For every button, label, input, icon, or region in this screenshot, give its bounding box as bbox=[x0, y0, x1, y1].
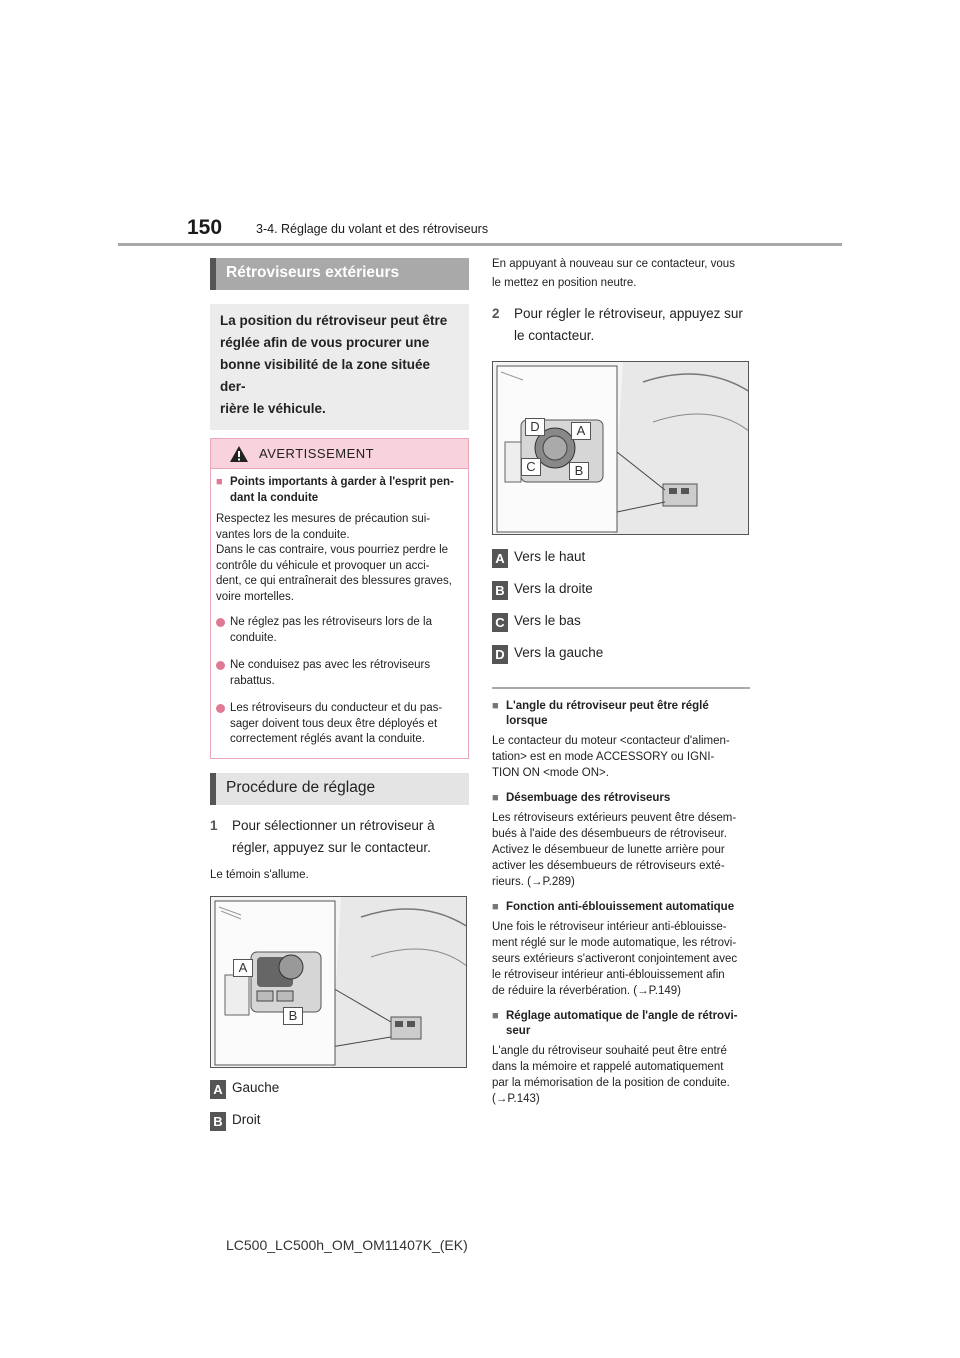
legend-text: Gauche bbox=[232, 1079, 280, 1095]
figure-mirror-select-switch bbox=[210, 896, 467, 1068]
legend-row bbox=[492, 545, 750, 577]
note-title-line: seur bbox=[506, 1025, 531, 1037]
bullet-line: correctement réglés avant la conduite. bbox=[230, 733, 425, 745]
note-block bbox=[492, 699, 750, 781]
page-number: 150 bbox=[187, 216, 223, 239]
figure-label-b: B bbox=[569, 462, 589, 480]
note-title-line: ■ Désembuage des rétroviseurs bbox=[506, 792, 671, 804]
note-block bbox=[492, 791, 750, 890]
adjust-switch-illustration bbox=[493, 362, 749, 535]
note-title bbox=[492, 1009, 750, 1039]
section-heading-procedure: Procédure de réglage bbox=[210, 773, 469, 805]
bullet-line: Ne réglez pas les rétroviseurs lors de la bbox=[230, 616, 432, 628]
note-title bbox=[492, 900, 750, 915]
note-line: (→P.143) bbox=[492, 1093, 540, 1105]
left-column bbox=[210, 258, 469, 1140]
step-line: Pour régler le rétroviseur, appuyez sur bbox=[514, 306, 743, 321]
bullet-dot-icon bbox=[216, 618, 225, 627]
legend-tag: C bbox=[492, 613, 508, 632]
legend-tag: B bbox=[210, 1112, 226, 1131]
figure-label-c: C bbox=[521, 458, 541, 476]
warning-text-line: voire mortelles. bbox=[216, 590, 294, 603]
figure-mirror-adjust-switch bbox=[492, 361, 749, 535]
step-2 bbox=[492, 303, 750, 347]
neutral-position-text bbox=[492, 255, 750, 293]
note-title-line: ■ L'angle du rétroviseur peut être réglé bbox=[506, 700, 709, 712]
note-line: L'angle du rétroviseur souhaité peut être entré bbox=[492, 1045, 727, 1057]
note-line: ment réglé sur le mode automatique, les rétrovi- bbox=[492, 937, 737, 949]
note-block bbox=[492, 1009, 750, 1107]
note-body bbox=[492, 919, 750, 999]
legend-row bbox=[492, 609, 750, 641]
note-line: TION ON <mode ON>. bbox=[492, 767, 609, 779]
notes-divider bbox=[492, 687, 750, 689]
note-line: par la mémorisation de la position de conduite. bbox=[492, 1077, 730, 1089]
note-block bbox=[492, 900, 750, 999]
step-number: 2 bbox=[492, 306, 500, 321]
legend-tag: D bbox=[492, 645, 508, 664]
bullet-line: sager doivent tous deux être déployés et bbox=[230, 717, 438, 730]
figure-label-d: D bbox=[525, 418, 545, 436]
note-line: activer les désembueurs de rétroviseurs exté- bbox=[492, 860, 725, 872]
note-body bbox=[492, 810, 750, 890]
legend-text: Vers le haut bbox=[514, 549, 586, 564]
note-line: seurs extérieurs s'activeront conjointement avec bbox=[492, 953, 738, 965]
warning-label: AVERTISSEMENT bbox=[259, 446, 375, 461]
bullet-dot-icon bbox=[216, 704, 225, 713]
legend-text: Vers le bas bbox=[514, 613, 581, 628]
step-number: 1 bbox=[210, 817, 218, 833]
figure-label-a: A bbox=[571, 422, 591, 440]
legend-tag: A bbox=[492, 549, 508, 568]
legend-row bbox=[210, 1076, 469, 1108]
legend-left bbox=[210, 1076, 469, 1140]
legend-right bbox=[492, 545, 750, 673]
note-title-line: ■ Fonction anti-éblouissement automatique bbox=[506, 901, 735, 913]
note-line: bués à l'aide des désembueurs de rétroviseur. bbox=[492, 828, 727, 840]
bullet-line: conduite. bbox=[230, 631, 277, 644]
intro-line: La position du rétroviseur peut être bbox=[220, 313, 448, 328]
bullet-dot-icon bbox=[216, 661, 225, 670]
legend-text: Vers la droite bbox=[514, 581, 593, 596]
note-line: rieurs. (→P.289) bbox=[492, 876, 575, 888]
warning-text-line: Dans le cas contraire, vous pourriez perdre le bbox=[216, 544, 449, 556]
warning-title-line: ■ Points importants à garder à l'esprit pen- bbox=[230, 476, 454, 488]
intro-line: réglée afin de vous procurer une bbox=[220, 335, 430, 350]
bullet-line: Ne conduisez pas avec les rétroviseurs bbox=[230, 659, 431, 671]
legend-tag: B bbox=[492, 581, 508, 600]
document-code: LC500_LC500h_OM_OM11407K_(EK) bbox=[226, 1237, 468, 1253]
chapter-title: 3-4. Réglage du volant et des rétroviseurs bbox=[256, 222, 489, 236]
warning-text-line: dent, ce qui entraînerait des blessures graves, bbox=[216, 575, 452, 587]
note-title-line: ■ Réglage automatique de l'angle de rétrovi- bbox=[506, 1010, 738, 1022]
intro-line: bonne visibilité de la zone située der- bbox=[220, 357, 431, 394]
step-line: Pour sélectionner un rétroviseur à bbox=[232, 817, 435, 833]
legend-row bbox=[492, 641, 750, 673]
intro-line: rière le véhicule. bbox=[220, 401, 326, 416]
legend-text: Droit bbox=[232, 1111, 261, 1127]
right-column bbox=[492, 252, 750, 1117]
warning-triangle-icon bbox=[229, 445, 249, 463]
warning-body bbox=[211, 469, 468, 758]
note-line: tation> est en mode ACCESSORY ou IGNI- bbox=[492, 751, 715, 763]
text-line: le mettez en position neutre. bbox=[492, 277, 637, 289]
legend-row bbox=[210, 1108, 469, 1140]
warning-bullet bbox=[216, 615, 463, 646]
bullet-line: Les rétroviseurs du conducteur et du pas- bbox=[230, 702, 443, 714]
note-line: le rétroviseur intérieur anti-éblouissement afin bbox=[492, 969, 725, 981]
warning-title-line: dant la conduite bbox=[230, 491, 319, 504]
warning-text-line: Respectez les mesures de précaution sui- bbox=[216, 513, 431, 525]
warning-header bbox=[211, 439, 468, 469]
note-line: de réduire la réverbération. (→P.149) bbox=[492, 985, 682, 997]
step-line: régler, appuyez sur le contacteur. bbox=[232, 839, 431, 855]
note-body bbox=[492, 733, 750, 781]
note-line: Les rétroviseurs extérieurs peuvent être désem- bbox=[492, 812, 737, 824]
warning-bullet bbox=[216, 658, 463, 689]
header-divider bbox=[118, 243, 842, 246]
bullet-line: rabattus. bbox=[230, 674, 275, 687]
step-1-note: Le témoin s'allume. bbox=[210, 868, 309, 881]
intro-box bbox=[210, 304, 469, 430]
legend-row bbox=[492, 577, 750, 609]
note-line: dans la mémoire et rappelé automatiquement bbox=[492, 1061, 724, 1073]
text-line: En appuyant à nouveau sur ce contacteur, vous bbox=[492, 258, 735, 270]
note-title-line: lorsque bbox=[506, 715, 548, 727]
warning-text bbox=[216, 512, 463, 605]
legend-text: Vers la gauche bbox=[514, 645, 604, 660]
door-switch-illustration bbox=[211, 897, 467, 1068]
warning-text-line: vantes lors de la conduite. bbox=[216, 528, 350, 541]
note-title bbox=[492, 699, 750, 729]
step-line: le contacteur. bbox=[514, 328, 595, 343]
note-body bbox=[492, 1043, 750, 1107]
note-line: Le contacteur du moteur <contacteur d'alimen- bbox=[492, 735, 730, 747]
warning-title bbox=[216, 475, 463, 506]
figure-label-b: B bbox=[283, 1007, 303, 1025]
step-1 bbox=[210, 815, 469, 859]
section-heading-exterior-mirrors: Rétroviseurs extérieurs bbox=[210, 258, 469, 290]
warning-text-line: contrôle du véhicule et provoquer un acci- bbox=[216, 559, 430, 572]
figure-label-a: A bbox=[233, 959, 253, 977]
note-line: Une fois le rétroviseur intérieur anti-éblouisse- bbox=[492, 921, 727, 933]
page-header bbox=[0, 0, 960, 250]
note-title bbox=[492, 791, 750, 806]
warning-bullet bbox=[216, 701, 463, 748]
note-line: Activez le désembueur de lunette arrière pour bbox=[492, 844, 725, 856]
warning-box bbox=[210, 438, 469, 759]
legend-tag: A bbox=[210, 1080, 226, 1099]
